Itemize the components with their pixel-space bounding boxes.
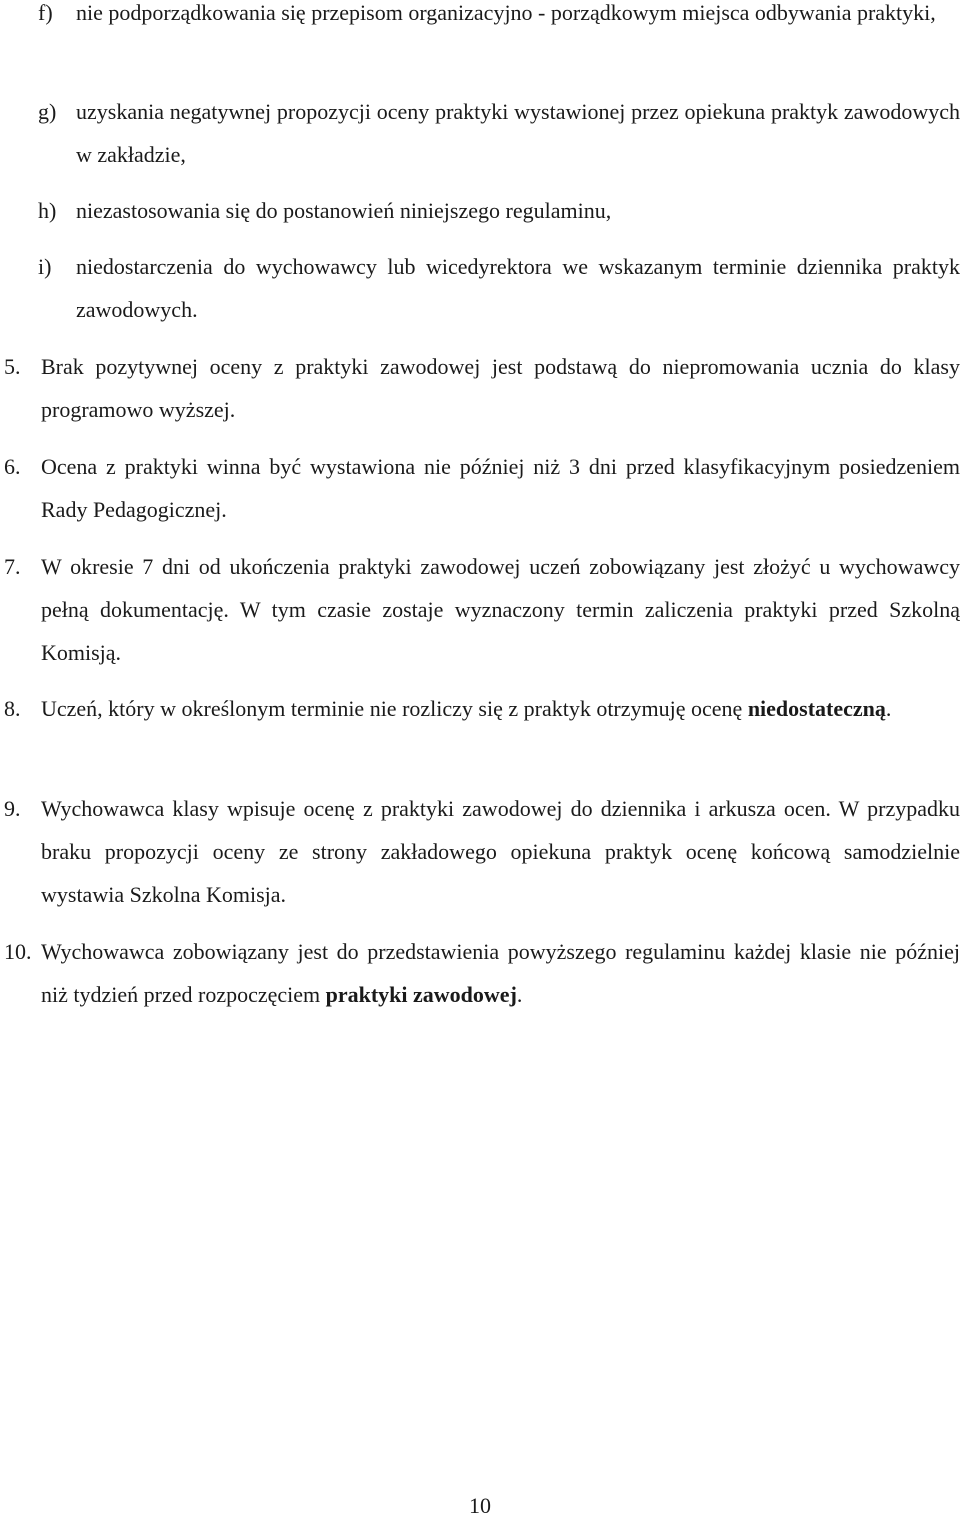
numbered-item-marker: 9. xyxy=(4,796,21,821)
list-item-text: nie podporządkowania się przepisom organizacyjno - porządkowym miejsca odbywania praktyki, xyxy=(76,0,936,25)
list-item-marker: f) xyxy=(38,0,53,25)
numbered-item-marker: 10. xyxy=(4,939,32,964)
numbered-item-8 xyxy=(4,687,960,730)
numbered-item-marker: 5. xyxy=(4,354,21,379)
list-item-h xyxy=(38,189,960,232)
list-item-text: niezastosowania się do postanowień niniejszego regulaminu, xyxy=(76,198,612,223)
list-item-text: niedostarczenia do wychowawcy lub wicedyrektora we wskazanym terminie dziennika praktyk zawodowych. xyxy=(76,254,960,322)
numbered-item-text-part: Wychowawca zobowiązany jest do przedstawienia powyższego regulaminu każdej klasie nie później niż tydzień przed rozpoczęciem xyxy=(41,939,960,1007)
numbered-item-text-part: Uczeń, który w określonym terminie nie rozliczy się z praktyk otrzymuję ocenę xyxy=(41,696,748,721)
numbered-item-10 xyxy=(4,930,960,1016)
numbered-item-text-part: . xyxy=(516,982,523,1007)
numbered-item-text: Ocena z praktyki winna być wystawiona nie później niż 3 dni przed klasyfikacyjnym posiedzeniem Rady Pedagogicznej. xyxy=(41,454,960,522)
numbered-item-text: W okresie 7 dni od ukończenia praktyki zawodowej uczeń zobowiązany jest złożyć u wychowawcy pełną dokumentację. W tym czasie zostaje wyznaczony termin zaliczenia praktyki przed Szkolną Komisją. xyxy=(41,554,960,665)
numbered-item-text: Wychowawca klasy wpisuje ocenę z praktyki zawodowej do dziennika i arkusza ocen. W przypadku braku propozycji oceny ze strony zakładowego opiekuna praktyk ocenę końcową samodzielnie wystawia Szkolna Komisja. xyxy=(41,796,960,907)
numbered-item-marker: 6. xyxy=(4,454,21,479)
list-item-g xyxy=(38,90,960,176)
numbered-item-9 xyxy=(4,787,960,916)
numbered-item-marker: 7. xyxy=(4,554,21,579)
numbered-item-7 xyxy=(4,545,960,674)
page-number: 10 xyxy=(469,1493,491,1518)
numbered-item-marker: 8. xyxy=(4,696,21,721)
list-item-marker: g) xyxy=(38,99,57,124)
numbered-item-6 xyxy=(4,445,960,531)
numbered-item-5 xyxy=(4,345,960,431)
list-item-marker: h) xyxy=(38,198,57,223)
numbered-item-emphasis: praktyki zawodowej xyxy=(325,982,517,1007)
list-item-text: uzyskania negatywnej propozycji oceny praktyki wystawionej przez opiekuna praktyk zawodowych w zakładzie, xyxy=(76,99,960,167)
list-item-f xyxy=(38,0,960,34)
numbered-item-emphasis: niedostateczną xyxy=(747,696,886,721)
numbered-item-text-part: . xyxy=(885,696,892,721)
list-item-i xyxy=(38,245,960,331)
list-item-marker: i) xyxy=(38,254,52,279)
numbered-item-text xyxy=(41,930,960,1016)
numbered-item-text: Brak pozytywnej oceny z praktyki zawodowej jest podstawą do niepromowania ucznia do klasy programowo wyższej. xyxy=(41,354,960,422)
numbered-item-text xyxy=(41,687,960,730)
